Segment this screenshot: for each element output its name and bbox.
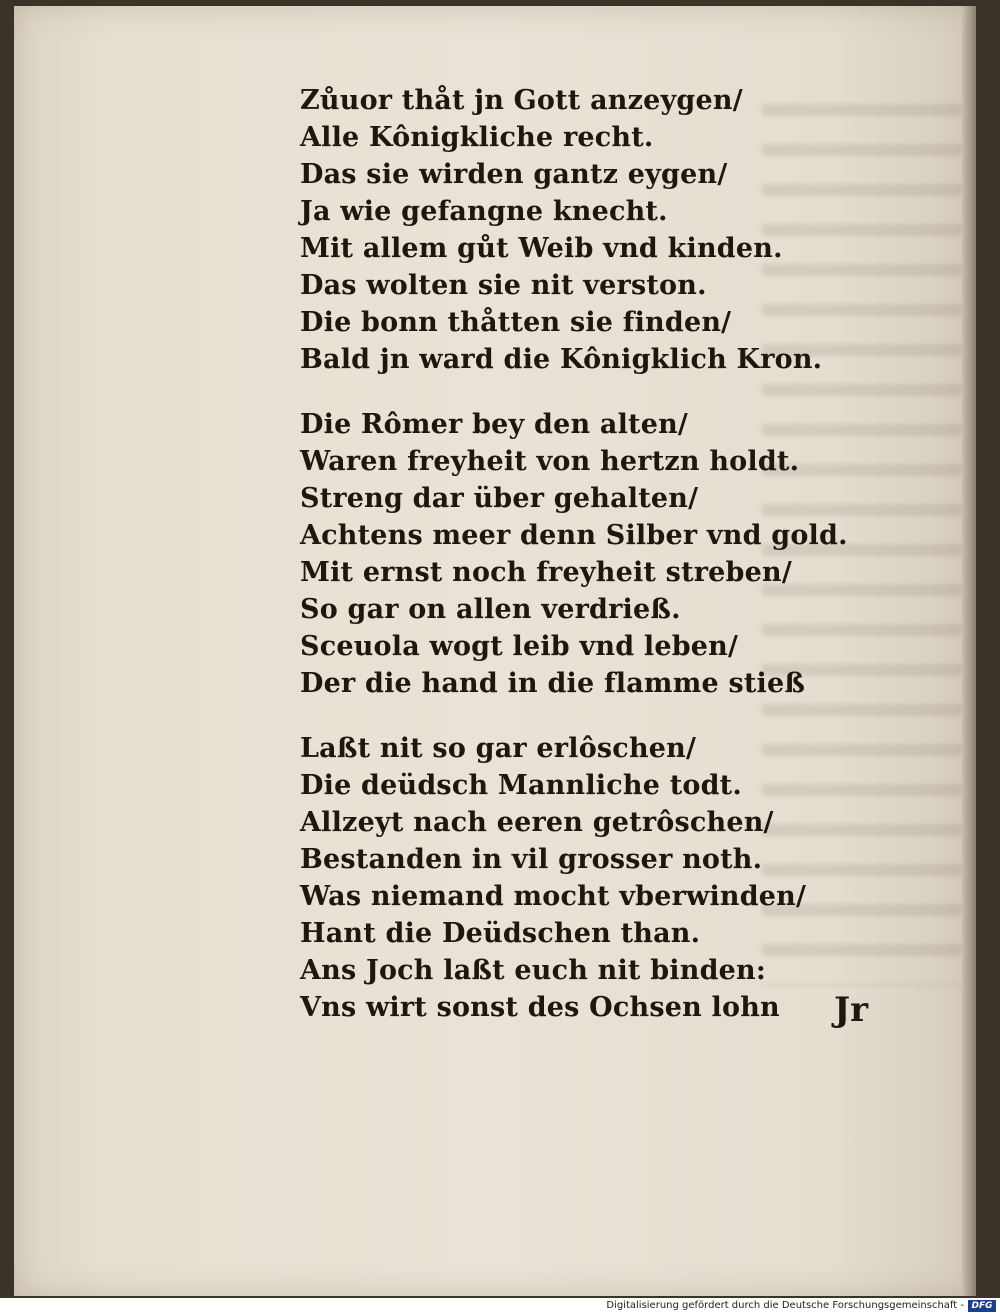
verse-line: Vns wirt sonst des Ochsen lohn xyxy=(300,992,780,1023)
verse-line: Achtens meer denn Silber vnd gold. xyxy=(300,520,848,551)
verse-line: Alle Kônigkliche recht. xyxy=(300,122,654,153)
stanza-3 xyxy=(300,730,840,1026)
verse-line: Streng dar über gehalten/ xyxy=(300,483,699,514)
verse-line: Bald jn ward die Kônigklich Kron. xyxy=(300,344,823,375)
funding-credit: Digitalisierung gefördert durch die Deutsche Forschungsgemeinschaft - xyxy=(606,1300,964,1311)
verse-line: Die deüdsch Mannliche todt. xyxy=(300,770,742,801)
verse-line: Laßt nit so gar erlôschen/ xyxy=(300,733,697,764)
footer xyxy=(0,1298,1000,1315)
poem-text xyxy=(300,82,848,1054)
verse-line: Das sie wirden gantz eygen/ xyxy=(300,159,728,190)
catchword: Jr xyxy=(834,990,868,1030)
verse-line: Die Rômer bey den alten/ xyxy=(300,409,688,440)
page-edge xyxy=(962,6,976,1296)
verse-line: Das wolten sie nit verston. xyxy=(300,270,707,301)
verse-line: Der die hand in die flamme stieß xyxy=(300,668,806,699)
stanza-1 xyxy=(300,82,840,378)
dfg-logo: DFG xyxy=(968,1300,996,1312)
verse-line: Mit ernst noch freyheit streben/ xyxy=(300,557,792,588)
verse-line: Hant die Deüdschen than. xyxy=(300,918,701,949)
verse-line: Ja wie gefangne knecht. xyxy=(300,196,668,227)
verse-line: Sceuola wogt leib vnd leben/ xyxy=(300,631,739,662)
verse-line: Die bonn thåtten sie finden/ xyxy=(300,307,732,338)
verse-line: Ans Joch laßt euch nit binden: xyxy=(300,955,767,986)
verse-line: Waren freyheit von hertzn holdt. xyxy=(300,446,800,477)
verse-line: Zůuor thåt jn Gott anzeygen/ xyxy=(300,85,743,116)
stanza-2 xyxy=(300,406,848,702)
verse-line: Was niemand mocht vberwinden/ xyxy=(300,881,807,912)
verse-line: Allzeyt nach eeren getrôschen/ xyxy=(300,807,774,838)
verse-line: So gar on allen verdrieß. xyxy=(300,594,681,625)
verse-line: Mit allem gůt Weib vnd kinden. xyxy=(300,233,783,264)
verse-line: Bestanden in vil grosser noth. xyxy=(300,844,763,875)
